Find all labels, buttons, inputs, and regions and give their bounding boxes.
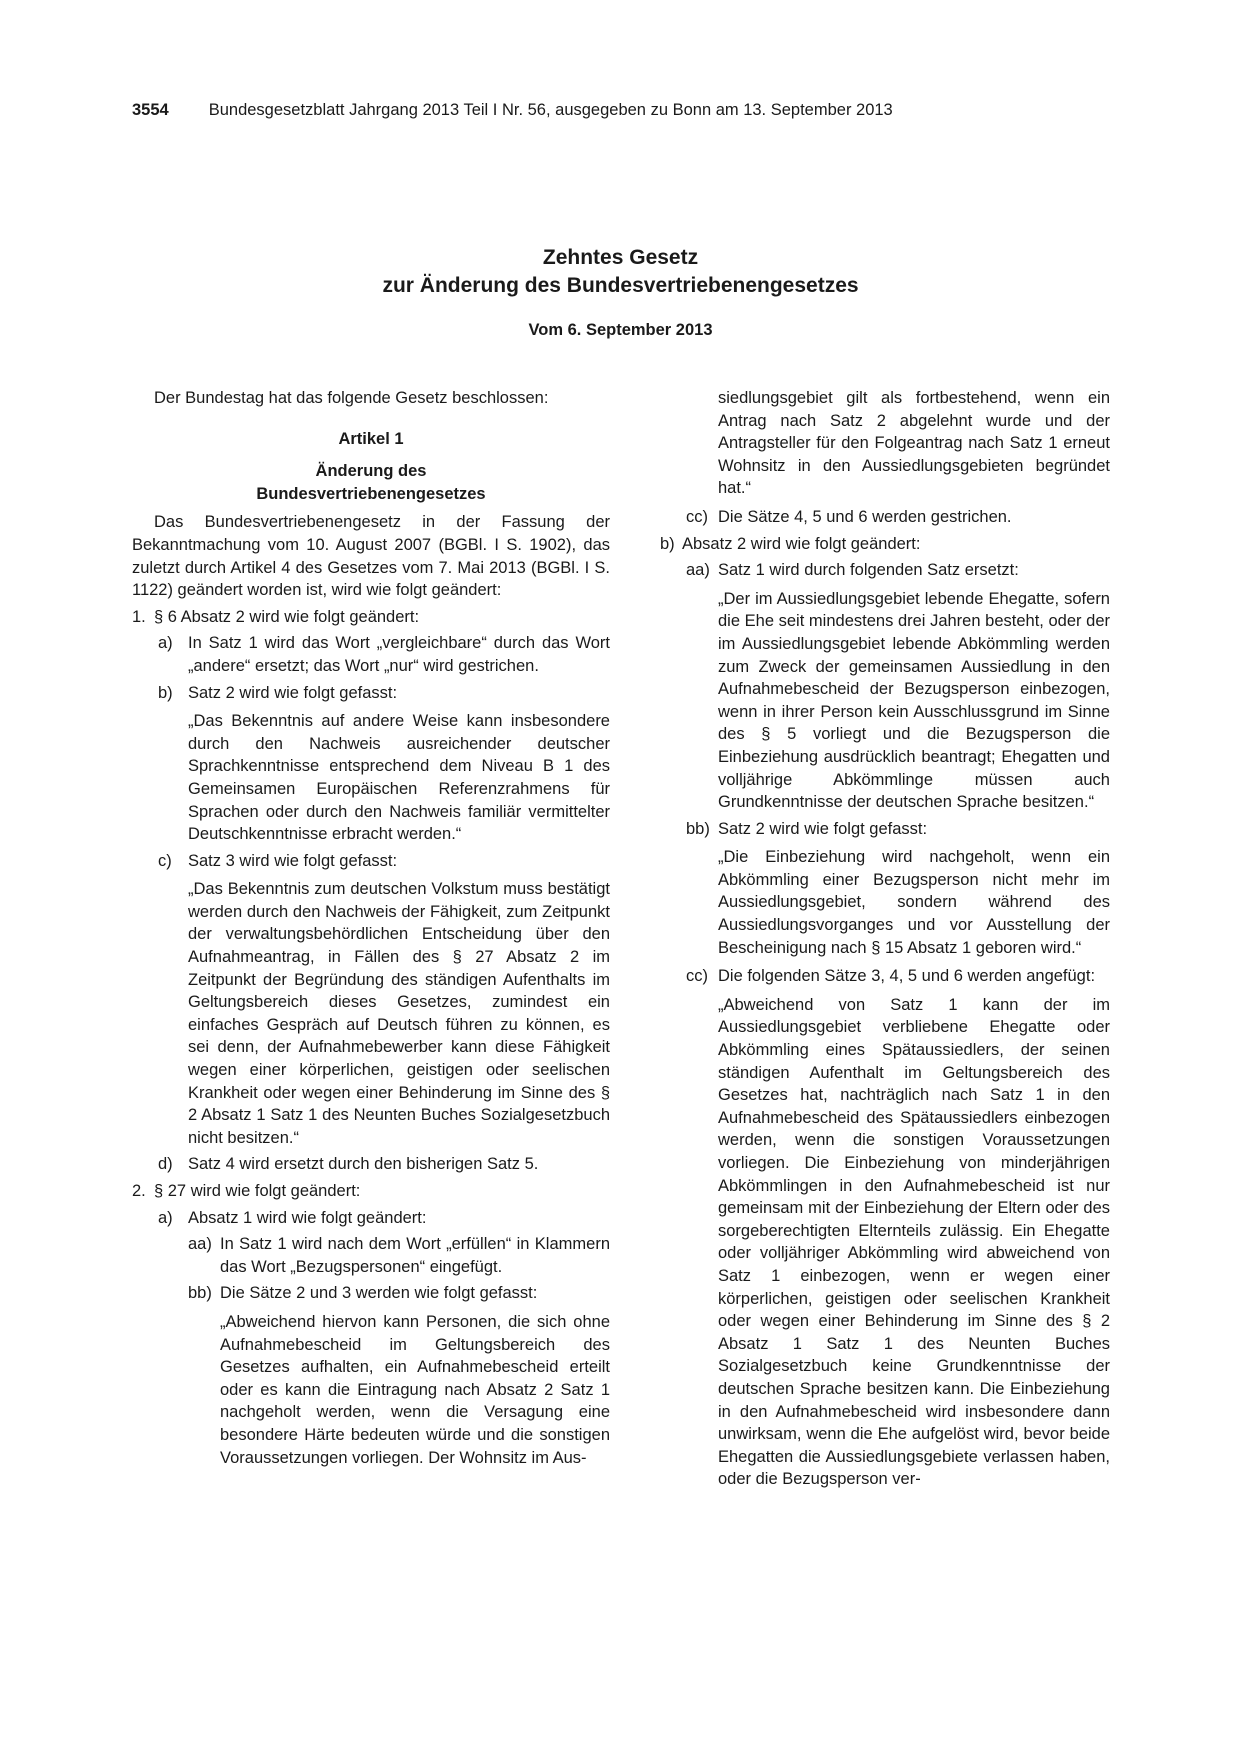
list-text: Satz 3 wird wie folgt gefasst:	[188, 851, 398, 870]
right-column	[660, 387, 1110, 1491]
list-label: a)	[158, 1208, 173, 1227]
list-item-2a-aa	[132, 1233, 610, 1278]
quote-1c: „Das Bekenntnis zum deutschen Volkstum muss bestätigt werden durch den Nachweis der Fähigkeit, zum Zeitpunkt der verwaltungsbehördlichen Entscheidung über den Aufnahmeantrag, in Fällen des § 27 Absatz 2 im Zeitpunkt der Begründung des ständigen Aufenthalts im Geltungsbereich dieses Gesetzes, zumindest ein einfaches Gespräch auf Deutsch führen zu können, es sei denn, der Aufnahmebewerber kann diese Fähigkeit wegen einer körperlichen, geistigen oder seelischen Krankheit oder wegen einer Behinderung im Sinne des § 2 Absatz 1 Satz 1 des Neunten Buches Sozialgesetzbuch nicht besitzen.“	[188, 880, 610, 1147]
list-item-2b-bb	[660, 818, 1110, 841]
intro-sentence: Der Bundestag hat das folgende Gesetz beschlossen:	[154, 389, 549, 407]
list-text: In Satz 1 wird das Wort „vergleichbare“ durch das Wort „andere“ ersetzt; das Wort „nur“ wird gestrichen.	[188, 634, 610, 675]
law-title-line-1: Zehntes Gesetz	[542, 246, 699, 269]
list-text: Die folgenden Sätze 3, 4, 5 und 6 werden angefügt:	[718, 967, 1096, 986]
list-text: Satz 2 wird wie folgt gefasst:	[718, 819, 928, 838]
list-label: d)	[158, 1155, 173, 1174]
list-item-2a	[132, 1207, 610, 1230]
article-intro-paragraph: Das Bundesvertriebenengesetz in der Fassung der Bekanntmachung vom 10. August 2007 (BGBl. I S. 1902), das zuletzt durch Artikel 4 des Gesetzes vom 7. Mai 2013 (BGBl. I S. 1122) geändert worden ist, wird wie folgt geändert:	[132, 513, 610, 600]
quote-2b-cc: „Abweichend von Satz 1 kann der im Aussiedlungsgebiet verbliebene Ehegatte oder Abkömmling eines Spätaussiedlers, der seinen ständigen Aufenthalt im Geltungsbereich des Gesetzes hat, nachträglich nach Satz 1 in den Aufnahmebescheid des Spätaussiedlers einbezogen werden, wenn die sonstigen Voraussetzungen vorliegen. Die Einbeziehung von minderjährigen Abkömmlingen in den Aufnahmebescheid ist nur gemeinsam mit der Einbeziehung der Eltern oder des sorgeberechtigten Elternteils zulässig. Ein Ehegatte oder volljähriger Abkömmling wird abweichend von Satz 1 einbezogen, wenn er wegen einer körperlichen, geistigen oder seelischen Krankheit oder wegen einer Behinderung im Sinne des § 2 Absatz 1 Satz 1 des Neunten Buches Sozialgesetzbuch keine Grundkenntnisse der deutschen Sprache besitzen kann. Die Einbeziehung in den Aufnahmebescheid wird insbesondere dann unwirksam, wenn die Ehe aufgelöst wird, bevor beide Ehegatten die Aussiedlungsgebiete verlassen haben, oder die Bezugsperson ver-	[718, 995, 1110, 1489]
list-label: cc)	[686, 507, 708, 526]
left-column	[132, 387, 610, 1469]
list-label: aa)	[686, 561, 710, 580]
list-text: Die Sätze 4, 5 und 6 werden gestrichen.	[718, 507, 1012, 526]
quote-2b-aa: „Der im Aussiedlungsgebiet lebende Ehegatte, sofern die Ehe seit mindestens drei Jahren besteht, oder der im Aussiedlungsgebiet lebende Abkömmling werden zum Zweck der gemeinsamen Aussiedlung in den Aufnahmebescheid der Bezugsperson einbezogen, wenn in ihrer Person kein Ausschlussgrund im Sinne des § 5 vorliegt und die Bezugsperson die Einbeziehung ausdrücklich beantragt; Ehegatten und volljährige Abkömmlinge müssen auch Grundkenntnisse der deutschen Sprache besitzen.“	[718, 589, 1110, 812]
list-item-1a	[132, 632, 610, 677]
law-title	[0, 244, 1241, 300]
list-label: cc)	[686, 967, 708, 986]
quote-2a-bb-continued: siedlungsgebiet gilt als fortbestehend, wenn ein Antrag nach Satz 2 abgelehnt wurde und der Antragsteller für den Folgeantrag nach Satz 1 erneut Wohnsitz in den Aussiedlungsgebieten begründet hat.“	[718, 389, 1110, 498]
list-label: aa)	[188, 1235, 212, 1254]
list-label: b)	[660, 534, 675, 553]
list-label: 1.	[132, 607, 146, 626]
list-label: bb)	[188, 1284, 212, 1303]
list-label: c)	[158, 851, 172, 870]
article-title-line-2: Bundesvertriebenengesetzes	[256, 484, 486, 503]
list-item-2b-cc	[660, 965, 1110, 988]
list-label: a)	[158, 634, 173, 653]
list-label: 2.	[132, 1182, 146, 1200]
list-item-1d	[132, 1153, 610, 1176]
list-item-2b-aa	[660, 559, 1110, 582]
article-heading: Artikel 1	[338, 429, 404, 448]
quote-2a-bb: „Abweichend hiervon kann Personen, die sich ohne Aufnahmebescheid im Geltungsbereich des Gesetzes aufhalten, ein Aufnahmebescheid erteilt oder es kann die Eintragung nach Absatz 2 Satz 1 nachgeholt werden, wenn die Versagung eine besondere Härte bedeuten würde und die sonstigen Voraussetzungen vorliegen. Der Wohnsitz im Aus-	[220, 1312, 610, 1467]
list-text: In Satz 1 wird nach dem Wort „erfüllen“ in Klammern das Wort „Bezugspersonen“ eingefügt.	[220, 1235, 610, 1276]
list-item-1c	[132, 850, 610, 873]
page-header	[132, 101, 893, 120]
page-number: 3554	[132, 101, 169, 119]
list-item-2a-bb	[132, 1282, 610, 1305]
quote-2b-bb: „Die Einbeziehung wird nachgeholt, wenn ein Abkömmling einer Bezugsperson nicht mehr im Aussiedlungsgebiet, sondern während des Aussiedlungsvorganges und vor Ausstellung der Bescheinigung nach § 15 Absatz 1 geboren wird.“	[718, 848, 1110, 957]
list-item-1	[132, 606, 610, 629]
list-text: Satz 1 wird durch folgenden Satz ersetzt:	[718, 561, 1019, 580]
running-title: Bundesgesetzblatt Jahrgang 2013 Teil I Nr. 56, ausgegeben zu Bonn am 13. September 2013	[208, 101, 893, 119]
law-title-line-2: zur Änderung des Bundesvertriebenengesetzes	[382, 274, 859, 297]
list-text: Absatz 1 wird wie folgt geändert:	[188, 1208, 427, 1227]
list-text: § 27 wird wie folgt geändert:	[154, 1182, 361, 1200]
list-text: Die Sätze 2 und 3 werden wie folgt gefasst:	[220, 1284, 538, 1303]
quote-1b: „Das Bekenntnis auf andere Weise kann insbesondere durch den Nachweis ausreichender deutscher Sprachkenntnisse entsprechend dem Niveau B 1 des Gemeinsamen Europäischen Referenzrahmens für Sprachen oder durch den Nachweis familiär vermittelter Deutschkenntnisse erbracht werden.“	[188, 712, 610, 844]
list-text: Satz 2 wird wie folgt gefasst:	[188, 683, 398, 702]
list-label: b)	[158, 683, 173, 702]
list-text: § 6 Absatz 2 wird wie folgt geändert:	[154, 607, 420, 626]
list-item-2	[132, 1180, 610, 1203]
list-text: Absatz 2 wird wie folgt geändert:	[682, 534, 921, 553]
list-label: bb)	[686, 819, 710, 838]
article-title-line-1: Änderung des	[315, 462, 427, 481]
list-item-2a-cc	[660, 506, 1110, 529]
law-date: Vom 6. September 2013	[528, 321, 713, 339]
list-text: Satz 4 wird ersetzt durch den bisherigen Satz 5.	[188, 1155, 539, 1174]
list-item-1b	[132, 682, 610, 705]
list-item-2b	[660, 533, 1110, 556]
